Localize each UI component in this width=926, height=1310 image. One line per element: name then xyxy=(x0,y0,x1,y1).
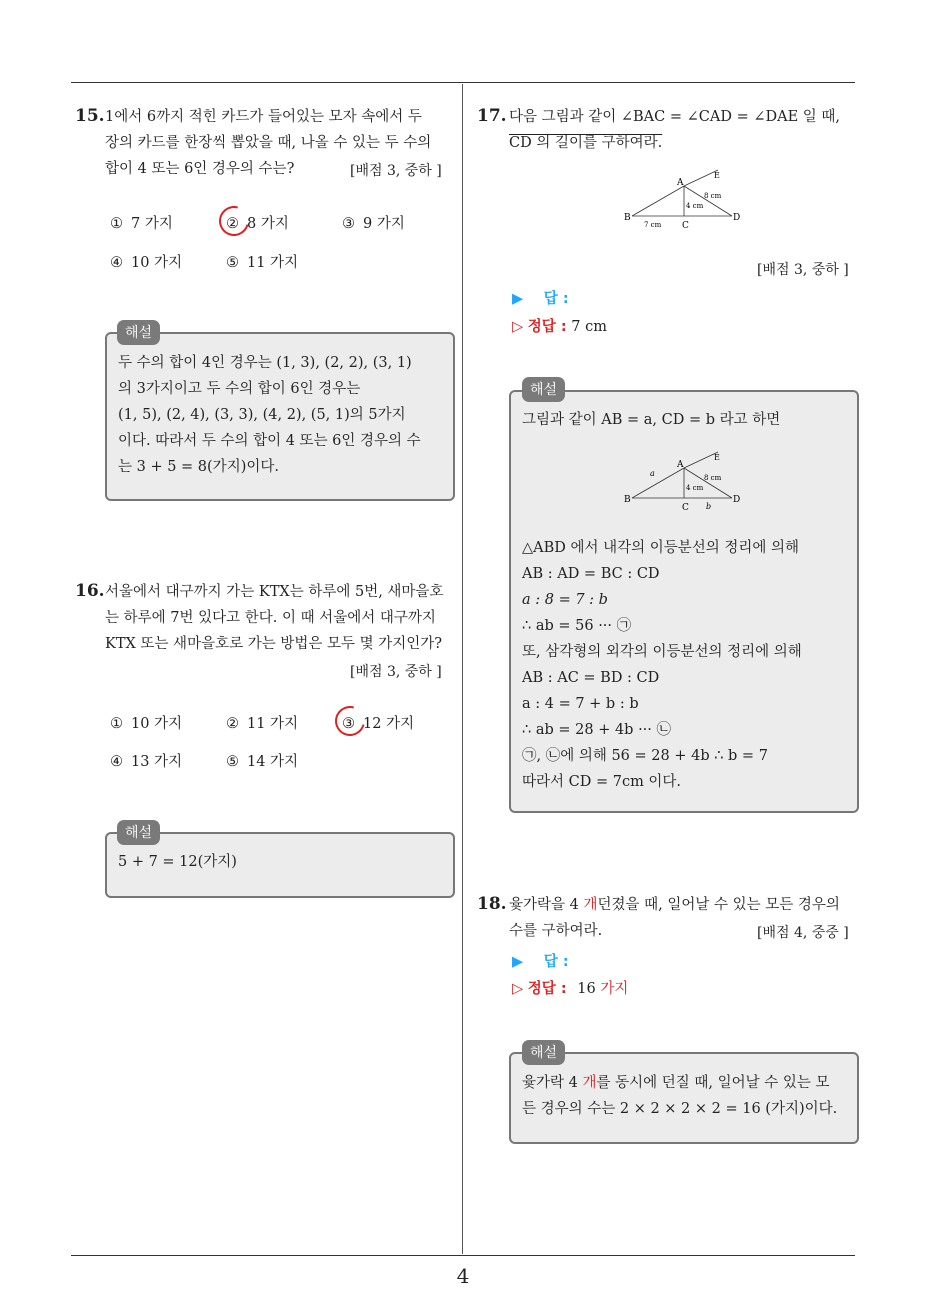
solution-line: 5 + 7 = 12(가지) xyxy=(118,854,237,870)
q17-points: [배점 3, 중하 ] xyxy=(757,262,849,278)
text: 던졌을 때, 일어날 수 있는 모든 경우의 xyxy=(597,897,840,913)
text: 를 동시에 던질 때, 일어날 수 있는 모 xyxy=(596,1075,830,1091)
choice-text: 12 가지 xyxy=(363,716,415,732)
answer-label: 답 : xyxy=(543,291,569,307)
q16-line: KTX 또는 새마을호로 가는 방법은 모두 몇 가지인가? xyxy=(105,636,442,652)
q17-correct-row xyxy=(512,315,607,336)
q18-correct-row xyxy=(512,977,628,998)
q17-line-cd xyxy=(509,130,859,156)
q16-choice-1[interactable] xyxy=(110,712,182,733)
q15-line: 1에서 6까지 적힌 카드가 들어있는 모자 속에서 두 xyxy=(105,109,422,125)
q16-solution-tag: 해설 xyxy=(117,820,160,845)
solution-line: a : 8 = 7 : b xyxy=(522,592,608,608)
q17-figure xyxy=(622,166,746,232)
choice-marker: ③ xyxy=(342,216,355,232)
choice-marker: ③ xyxy=(342,716,355,732)
q18-number: 18. xyxy=(477,894,507,914)
q17-solution-figure xyxy=(622,448,746,514)
solution-line: 또, 삼각형의 외각의 이등분선의 정리에 의해 xyxy=(522,644,802,660)
label-a: A xyxy=(677,178,684,188)
line-ae xyxy=(684,170,718,186)
choice-text: 9 가지 xyxy=(363,216,405,232)
label-7cm: 7 cm xyxy=(644,221,662,229)
label-c: C xyxy=(682,221,689,231)
choice-marker: ② xyxy=(226,716,239,732)
line-ad xyxy=(684,468,732,498)
correct-label: 정답 : xyxy=(527,981,567,997)
q16-number: 16. xyxy=(75,581,105,601)
choice-text: 10 가지 xyxy=(131,255,183,271)
solution-line: (1, 5), (2, 4), (3, 3), (4, 2), (5, 1)의 5가지 xyxy=(118,407,406,423)
play-icon: ▶ xyxy=(512,291,524,307)
choice-marker: ② xyxy=(226,216,239,232)
choice-text: 11 가지 xyxy=(247,716,299,732)
label-b: B xyxy=(624,213,631,223)
solution-line: 따라서 CD = 7cm 이다. xyxy=(522,774,682,790)
solution-line: 든 경우의 수는 2 × 2 × 2 × 2 = 16 (가지)이다. xyxy=(522,1101,838,1117)
solution-line: 두 수의 합이 4인 경우는 (1, 3), (2, 2), (3, 1) xyxy=(118,355,412,371)
label-e: E xyxy=(714,171,720,180)
q15-choice-4[interactable] xyxy=(110,251,182,272)
q16-points: [배점 3, 중하 ] xyxy=(350,664,442,680)
q15-answer-circle xyxy=(214,201,255,242)
solution-line: ∴ ab = 56 ··· ㉠ xyxy=(522,618,632,634)
line-ba xyxy=(632,468,684,498)
label-4cm: 4 cm xyxy=(686,484,704,492)
line-ad xyxy=(684,186,732,216)
q16-solution-text xyxy=(118,849,446,875)
label-b: B xyxy=(624,495,631,505)
label-d: D xyxy=(733,213,741,223)
q18-line xyxy=(509,892,859,918)
solution-line: AB : AC = BD : CD xyxy=(522,670,660,686)
q18-points: [배점 4, 중중 ] xyxy=(757,925,849,941)
choice-marker: ① xyxy=(110,716,123,732)
label-c: C xyxy=(682,503,689,513)
q17-solution-intro: 그림과 같이 AB = a, CD = b 라고 하면 xyxy=(522,412,781,428)
q16-choice-5[interactable] xyxy=(226,750,298,771)
solution-line: AB : AD = BC : CD xyxy=(522,566,660,582)
choice-text: 14 가지 xyxy=(247,754,299,770)
q15-solution-text xyxy=(118,350,446,480)
q15-choice-1[interactable] xyxy=(110,212,173,233)
solution-line: ㉠, ㉡에 의해 56 = 28 + 4b ∴ b = 7 xyxy=(522,748,768,764)
choice-text: 8 가지 xyxy=(247,216,289,232)
solution-line: 의 3가지이고 두 수의 합이 6인 경우는 xyxy=(118,381,361,397)
label-8cm: 8 cm xyxy=(704,474,722,482)
play-outline-icon: ▷ xyxy=(512,981,524,997)
answer-label: 답 : xyxy=(543,954,569,970)
choice-text: 11 가지 xyxy=(247,255,299,271)
choice-marker: ⑤ xyxy=(226,754,239,770)
correct-value: 16 xyxy=(577,981,596,997)
q17-text xyxy=(509,104,859,156)
q17-solution-tag: 해설 xyxy=(522,377,565,402)
bottom-rule xyxy=(71,1255,855,1256)
label-a: A xyxy=(677,460,684,470)
choice-text: 7 가지 xyxy=(131,216,173,232)
q15-choice-3[interactable] xyxy=(342,212,405,233)
q15-number: 15. xyxy=(75,106,105,126)
q16-choice-4[interactable] xyxy=(110,750,182,771)
correct-unit: 가지 xyxy=(600,981,629,997)
text-red: 개 xyxy=(582,1075,597,1091)
label-8cm: 8 cm xyxy=(704,192,722,200)
text: 윷가락을 4 xyxy=(509,897,584,913)
q18-solution-tag: 해설 xyxy=(522,1040,565,1065)
text-red: 개 xyxy=(583,897,598,913)
choice-marker: ① xyxy=(110,216,123,232)
q15-points: [배점 3, 중하 ] xyxy=(350,163,442,179)
q15-choice-5[interactable] xyxy=(226,251,298,272)
q15-solution-tag: 해설 xyxy=(117,320,160,345)
column-divider xyxy=(462,84,463,1254)
solution-line: 이다. 따라서 두 수의 합이 4 또는 6인 경우의 수 xyxy=(118,433,421,449)
play-outline-icon: ▷ xyxy=(512,319,524,335)
solution-line: ∴ ab = 28 + 4b ··· ㉡ xyxy=(522,722,672,738)
solution-line xyxy=(522,1070,852,1096)
solution-line: △ABD 에서 내각의 이등분선의 정리에 의해 xyxy=(522,540,800,556)
q18-line: 수를 구하여라. xyxy=(509,923,603,939)
q15-line: 장의 카드를 한장씩 뽑았을 때, 나올 수 있는 두 수의 xyxy=(105,135,432,151)
page-number: 4 xyxy=(456,1264,470,1288)
solution-line: a : 4 = 7 + b : b xyxy=(522,696,639,712)
label-4cm: 4 cm xyxy=(686,202,704,210)
choice-marker: ⑤ xyxy=(226,255,239,271)
q17-number: 17. xyxy=(477,106,507,126)
q16-choice-2[interactable] xyxy=(226,712,298,733)
choice-marker: ④ xyxy=(110,255,123,271)
q16-line: 는 하루에 7번 있다고 한다. 이 때 서울에서 대구까지 xyxy=(105,610,436,626)
q16-line: 서울에서 대구까지 가는 KTX는 하루에 5번, 새마을호 xyxy=(105,584,444,600)
choice-text: 13 가지 xyxy=(131,754,183,770)
q16-text xyxy=(105,579,455,657)
q17-solution-steps xyxy=(522,535,852,795)
correct-value: 7 cm xyxy=(571,319,607,335)
q15-line: 합이 4 또는 6인 경우의 수는? xyxy=(105,161,295,177)
q16-answer-circle xyxy=(330,701,371,742)
label-d: D xyxy=(733,495,741,505)
text: 윷가락 4 xyxy=(522,1075,583,1091)
q17-answer-row[interactable] xyxy=(512,287,569,308)
q18-solution-text xyxy=(522,1070,852,1122)
label-b-var: b xyxy=(706,502,712,511)
choice-text: 10 가지 xyxy=(131,716,183,732)
play-icon: ▶ xyxy=(512,954,524,970)
label-a-var: a xyxy=(650,469,655,478)
correct-label: 정답 : xyxy=(527,319,567,335)
top-rule xyxy=(71,82,855,83)
q17-line: 다음 그림과 같이 ∠BAC = ∠CAD = ∠DAE 일 때, xyxy=(509,109,840,125)
line-ae xyxy=(684,452,718,468)
q17-line: CD 의 길이를 구하여라. xyxy=(509,135,663,151)
solution-line: 는 3 + 5 = 8(가지)이다. xyxy=(118,459,279,475)
choice-marker: ④ xyxy=(110,754,123,770)
line-ba xyxy=(632,186,684,216)
label-e: E xyxy=(714,453,720,462)
q18-answer-row[interactable] xyxy=(512,950,569,971)
